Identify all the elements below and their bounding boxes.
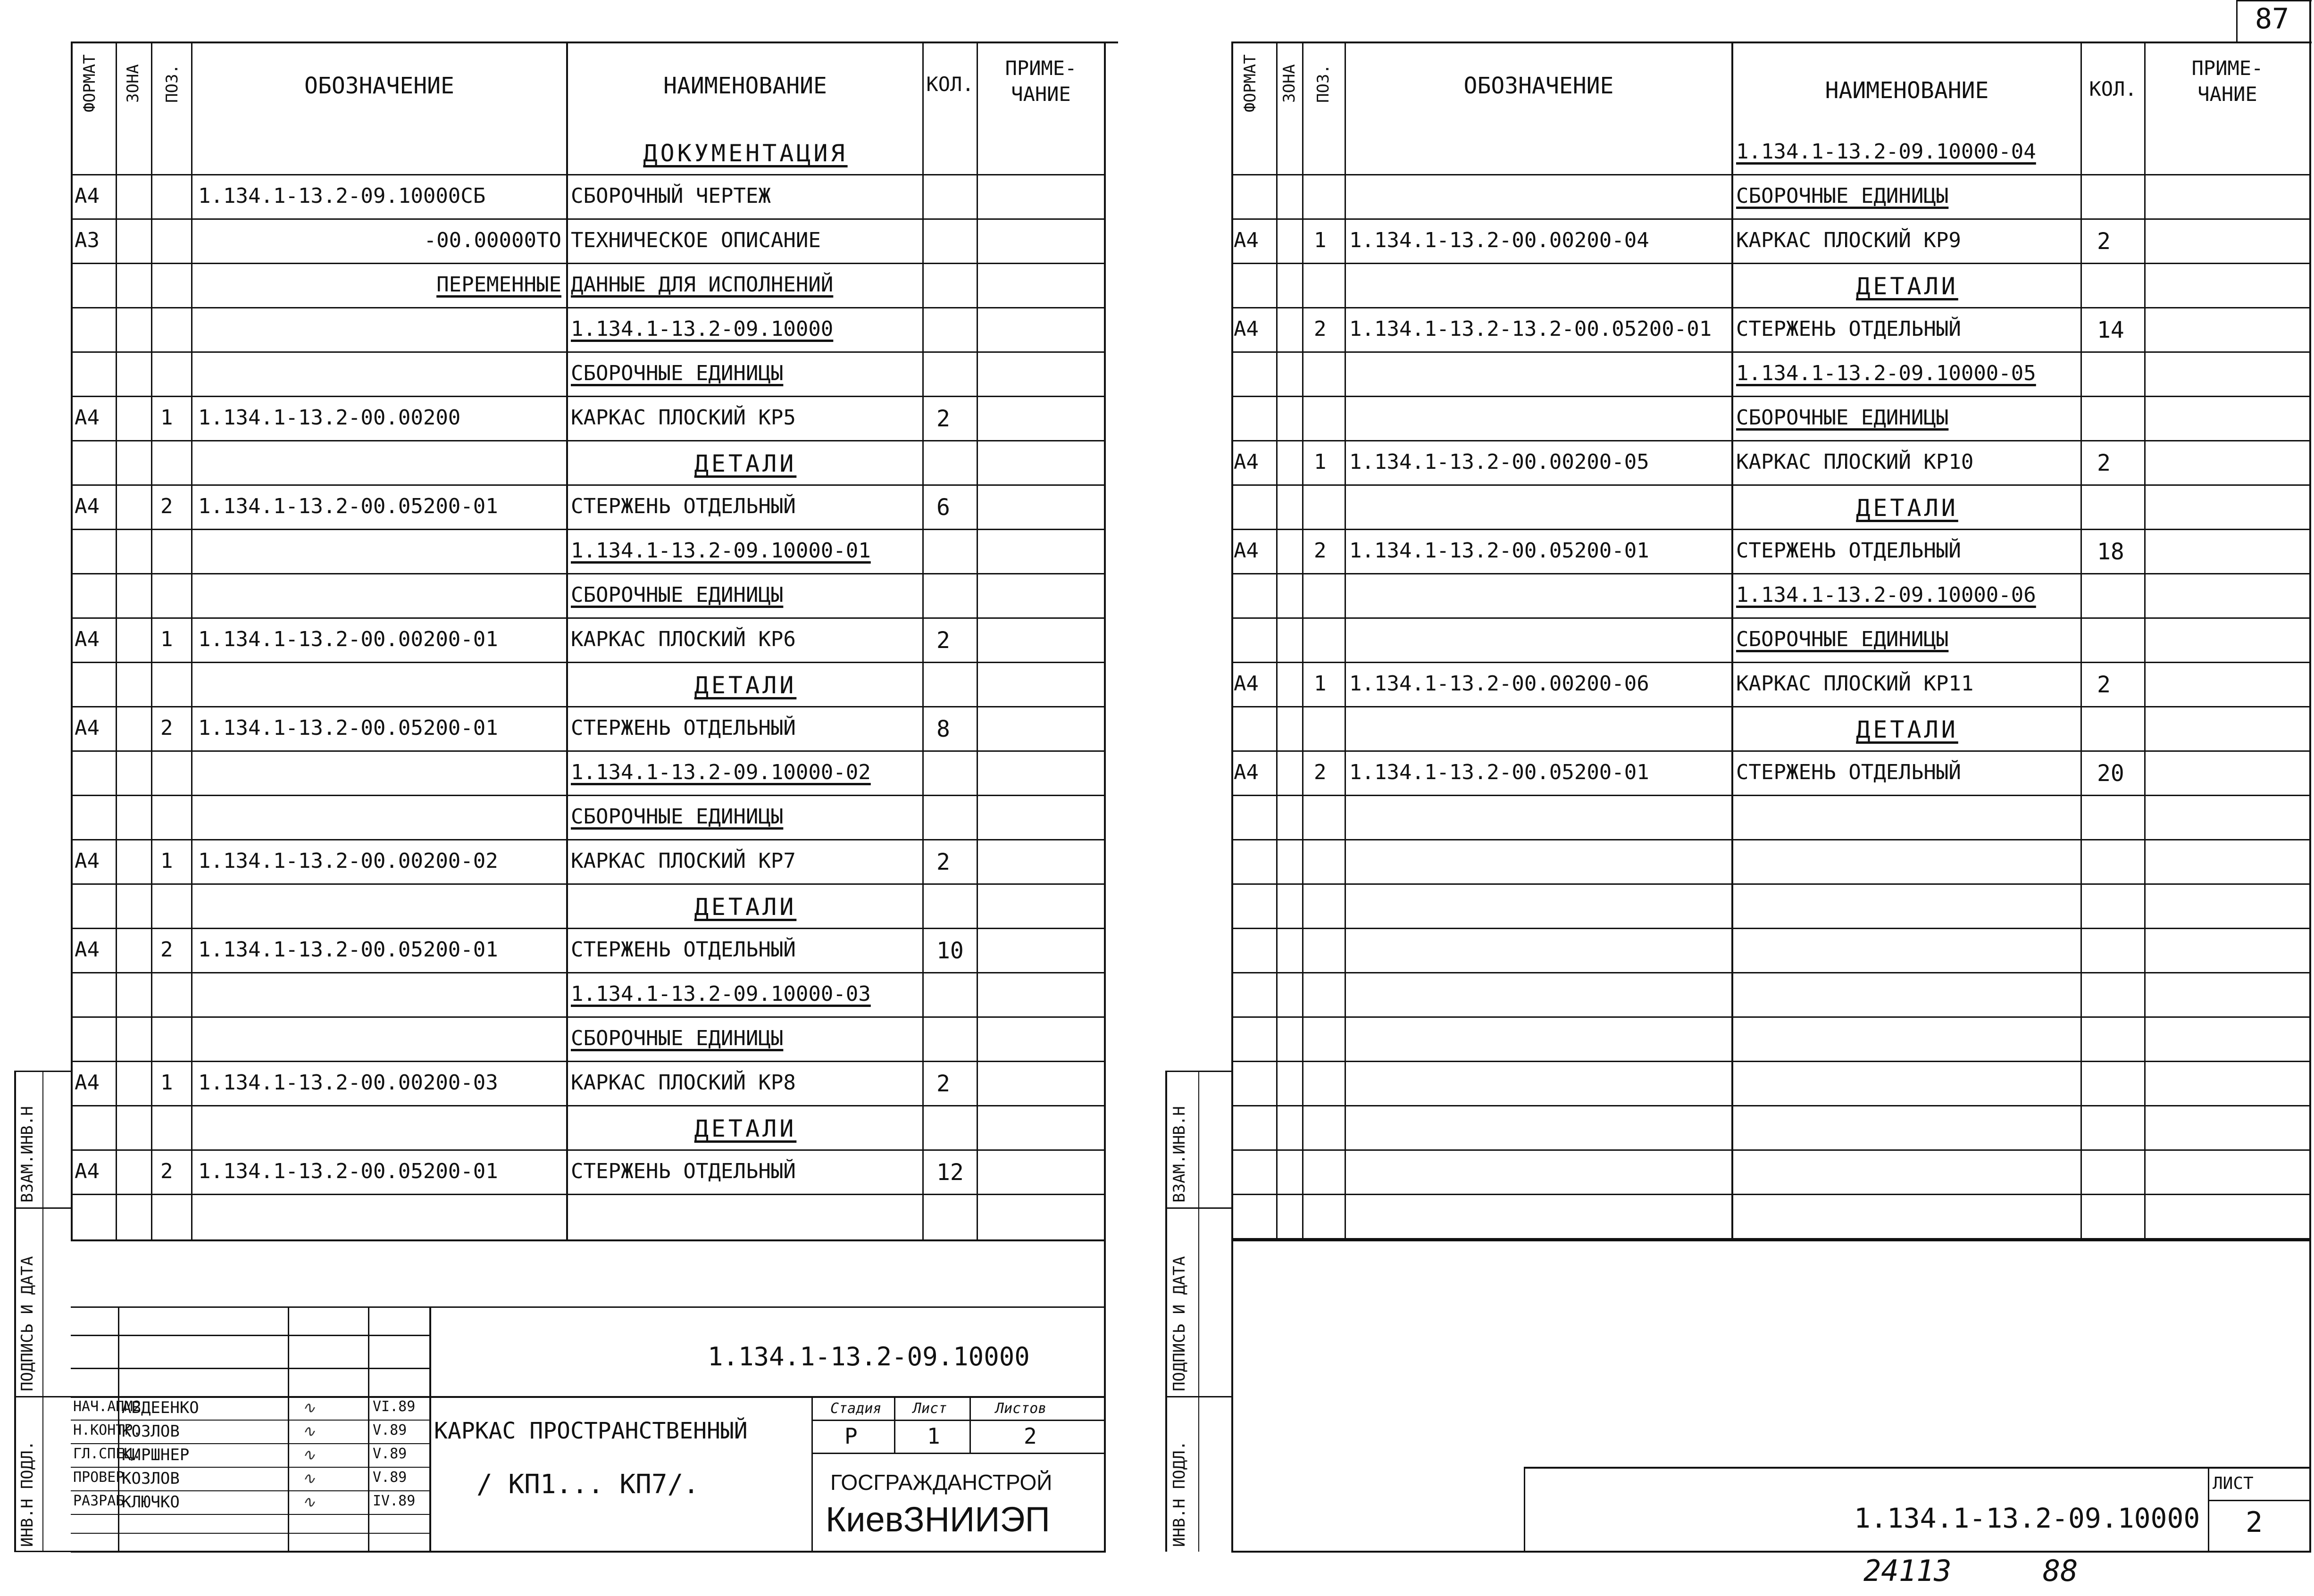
sheets-value: 2: [1024, 1423, 1037, 1449]
cell-name: КАРКАС ПЛОСКИЙ КР6: [571, 627, 796, 651]
cell-name: СБОРОЧНЫЕ ЕДИНИЦЫ: [1736, 406, 1949, 430]
person-name: АВДЕЕНКО: [122, 1398, 199, 1417]
cell-qty: 2: [936, 849, 950, 875]
section-heading: ДЕТАЛИ: [694, 1115, 797, 1142]
cell-designation: 1.134.1-13.2-00.05200-01: [1349, 539, 1649, 563]
cell-pos: 1: [160, 406, 173, 430]
row-divider: [1231, 529, 2311, 530]
cell-format: А4: [75, 1071, 100, 1095]
cell-qty: 2: [2097, 228, 2111, 255]
cell-name: СБОРОЧНЫЕ ЕДИНИЦЫ: [1736, 184, 1949, 208]
stamp-podpis-data-left: ПОДПИСЬ И ДАТА: [18, 1256, 37, 1391]
product-name-line2: / КП1... КП7/.: [476, 1469, 700, 1500]
cell-format: А4: [1234, 317, 1259, 341]
cell-designation: -00.00000ТО: [424, 228, 561, 252]
cell-format: А4: [1234, 672, 1259, 696]
cell-format: А4: [75, 627, 100, 651]
row-divider: [1231, 396, 2311, 397]
cell-name: СТЕРЖЕНЬ ОТДЕЛЬНЫЙ: [1736, 539, 1961, 563]
cell-designation: 1.134.1-13.2-00.05200-01: [198, 494, 498, 518]
row-divider: [1231, 307, 2311, 308]
person-date: V.89: [373, 1422, 407, 1438]
cell-name: КАРКАС ПЛОСКИЙ КР8: [571, 1071, 796, 1095]
stage-label: Стадия: [830, 1400, 882, 1417]
cell-name: 1.134.1-13.2-09.10000-03: [571, 982, 871, 1006]
sheet-label: Лист: [913, 1400, 947, 1417]
header-format: ФОРМАТ: [80, 54, 99, 113]
cell-designation: 1.134.1-13.2-00.00200-04: [1349, 228, 1649, 252]
cell-name: СБОРОЧНЫЕ ЕДИНИЦЫ: [571, 583, 784, 607]
row-divider: [1231, 1194, 2311, 1195]
cell-designation: 1.134.1-13.2-00.00200-05: [1349, 450, 1649, 474]
cell-format: А4: [75, 938, 100, 962]
section-heading: ДЕТАЛИ: [694, 450, 797, 477]
cell-name: СБОРОЧНЫЙ ЧЕРТЕЖ: [571, 184, 771, 208]
header-zone-right: ЗОНА: [1280, 64, 1299, 103]
row-divider: [1231, 1061, 2311, 1062]
signature-icon: ∿: [302, 1422, 316, 1441]
person-role: Н.КОНТР.: [73, 1422, 142, 1438]
cell-pos: 1: [1314, 450, 1327, 474]
cell-pos: 2: [160, 716, 173, 740]
person-name: КОЗЛОВ: [122, 1422, 180, 1441]
section-heading: ДЕТАЛИ: [1856, 273, 1958, 300]
row-divider: [1231, 440, 2311, 441]
cell-designation: 1.134.1-13.2-00.00200-02: [198, 849, 498, 873]
person-name: КИРШНЕР: [122, 1446, 190, 1464]
row-divider: [1231, 484, 2311, 486]
cell-designation: 1.134.1-13.2-09.10000СБ: [198, 184, 486, 208]
product-name-line1: КАРКАС ПРОСТРАНСТВЕННЫЙ: [434, 1418, 748, 1444]
cell-name: 1.134.1-13.2-09.10000-06: [1736, 583, 2036, 607]
cell-designation: 1.134.1-13.2-00.00200-06: [1349, 672, 1649, 696]
person-date: V.89: [373, 1469, 407, 1486]
header-pos: ПОЗ.: [163, 64, 182, 103]
cell-pos: 2: [160, 494, 173, 518]
cell-name: ДАННЫЕ ДЛЯ ИСПОЛНЕНИЙ: [571, 273, 834, 297]
section-heading: ДОКУМЕНТАЦИЯ: [643, 140, 848, 167]
header-note-right: ПРИМЕ- ЧАНИЕ: [2191, 57, 2264, 106]
cell-qty: 6: [936, 494, 950, 521]
cell-name: 1.134.1-13.2-09.10000-05: [1736, 361, 2036, 385]
header-format-right: ФОРМАТ: [1241, 54, 1260, 113]
stamp-vzam-inv-right: ВЗАМ.ИНВ.Н: [1170, 1106, 1189, 1203]
cell-qty: 2: [2097, 450, 2111, 476]
person-role: РАЗРАБ.: [73, 1493, 133, 1509]
cell-name: 1.134.1-13.2-09.10000-01: [571, 539, 871, 563]
cell-qty: 8: [936, 716, 950, 742]
stamp-inv-podl-left: ИНВ.Н ПОДЛ.: [18, 1440, 37, 1547]
org-line2: КиевЗНИИЭП: [826, 1500, 1050, 1539]
header-qty-right: КОЛ.: [2089, 77, 2137, 100]
cell-qty: 20: [2097, 760, 2124, 787]
row-divider: [1231, 795, 2311, 796]
cell-qty: 2: [936, 406, 950, 432]
cell-pos: 2: [160, 1159, 173, 1183]
cell-name: КАРКАС ПЛОСКИЙ КР7: [571, 849, 796, 873]
right-title-sheet-value: 2: [2246, 1506, 2263, 1539]
header-name: НАИМЕНОВАНИЕ: [663, 73, 827, 99]
cell-name: КАРКАС ПЛОСКИЙ КР10: [1736, 450, 1974, 474]
header-designation-right: ОБОЗНАЧЕНИЕ: [1463, 73, 1614, 99]
row-divider: [1231, 573, 2311, 574]
person-role: НАЧ.АПМ2: [73, 1398, 142, 1415]
cell-designation: ПЕРЕМЕННЫЕ: [436, 273, 561, 297]
cell-name: КАРКАС ПЛОСКИЙ КР5: [571, 406, 796, 430]
cell-name: СТЕРЖЕНЬ ОТДЕЛЬНЫЙ: [1736, 760, 1961, 784]
cell-pos: 1: [160, 849, 173, 873]
cell-format: А4: [75, 849, 100, 873]
cell-pos: 1: [160, 1071, 173, 1095]
section-heading: ДЕТАЛИ: [1856, 716, 1958, 743]
footer-handwritten-number: 88: [2043, 1554, 2078, 1588]
cell-pos: 2: [1314, 317, 1327, 341]
row-divider: [1231, 928, 2311, 929]
cell-designation: 1.134.1-13.2-00.05200-01: [198, 938, 498, 962]
cell-qty: 2: [2097, 672, 2111, 698]
cell-format: А4: [75, 406, 100, 430]
row-divider: [1231, 750, 2311, 752]
person-role: ГЛ.СПЕЦ.: [73, 1446, 142, 1462]
stage-value: Р: [844, 1423, 858, 1449]
cell-pos: 1: [1314, 228, 1327, 252]
row-divider: [1231, 883, 2311, 885]
cell-designation: 1.134.1-13.2-00.00200-01: [198, 627, 498, 651]
cell-designation: 1.134.1-13.2-00.00200-03: [198, 1071, 498, 1095]
cell-name: КАРКАС ПЛОСКИЙ КР11: [1736, 672, 1974, 696]
row-divider: [1231, 218, 2311, 220]
header-designation: ОБОЗНАЧЕНИЕ: [304, 73, 454, 99]
cell-name: 1.134.1-13.2-09.10000-04: [1736, 140, 2036, 164]
cell-format: А4: [1234, 760, 1259, 784]
cell-format: А3: [75, 228, 100, 252]
person-role: ПРОВЕР.: [73, 1469, 133, 1486]
header-name-right: НАИМЕНОВАНИЕ: [1825, 77, 1989, 104]
stamp-inv-podl-right: ИНВ.Н ПОДЛ.: [1170, 1440, 1189, 1547]
person-name: КЛЮЧКО: [122, 1493, 180, 1512]
cell-name: СТЕРЖЕНЬ ОТДЕЛЬНЫЙ: [571, 716, 796, 740]
row-divider: [1231, 662, 2311, 663]
cell-designation: 1.134.1-13.2-13.2-00.05200-01: [1349, 317, 1712, 341]
right-title-doc-number: 1.134.1-13.2-09.10000: [1854, 1502, 2200, 1534]
row-divider: [1231, 972, 2311, 973]
section-heading: ДЕТАЛИ: [694, 672, 797, 699]
cell-qty: 2: [936, 627, 950, 654]
row-divider: [1231, 351, 2311, 353]
row-divider: [1231, 617, 2311, 619]
row-divider: [1231, 1105, 2311, 1106]
cell-qty: 12: [936, 1159, 964, 1186]
cell-format: А4: [1234, 228, 1259, 252]
cell-qty: 18: [2097, 539, 2124, 565]
cell-name: 1.134.1-13.2-09.10000: [571, 317, 834, 341]
header-zone: ЗОНА: [124, 64, 142, 103]
section-heading: ДЕТАЛИ: [1856, 494, 1958, 522]
cell-qty: 14: [2097, 317, 2124, 343]
org-line1: ГОСГРАЖДАНСТРОЙ: [830, 1470, 1053, 1495]
cell-name: СБОРОЧНЫЕ ЕДИНИЦЫ: [1736, 627, 1949, 651]
cell-pos: 2: [1314, 539, 1327, 563]
cell-pos: 2: [1314, 760, 1327, 784]
cell-qty: 2: [936, 1071, 950, 1097]
cell-name: СТЕРЖЕНЬ ОТДЕЛЬНЫЙ: [571, 938, 796, 962]
header-note: ПРИМЕ- ЧАНИЕ: [1005, 57, 1077, 106]
cell-pos: 1: [160, 627, 173, 651]
cell-qty: 10: [936, 938, 964, 964]
right-title-sheet-label: ЛИСТ: [2213, 1474, 2254, 1493]
row-divider: [1231, 263, 2311, 264]
cell-designation: 1.134.1-13.2-00.05200-01: [198, 716, 498, 740]
header-pos-right: ПОЗ.: [1314, 64, 1333, 103]
row-divider: [1231, 1149, 2311, 1151]
cell-name: СТЕРЖЕНЬ ОТДЕЛЬНЫЙ: [571, 1159, 796, 1183]
signature-icon: ∿: [302, 1469, 316, 1488]
row-divider: [1231, 706, 2311, 707]
cell-pos: 2: [160, 938, 173, 962]
cell-format: А4: [75, 494, 100, 518]
header-qty: КОЛ.: [926, 73, 974, 96]
cell-name: СТЕРЖЕНЬ ОТДЕЛЬНЫЙ: [571, 494, 796, 518]
stamp-podpis-data-right: ПОДПИСЬ И ДАТА: [1170, 1256, 1189, 1391]
cell-format: А4: [1234, 450, 1259, 474]
cell-designation: 1.134.1-13.2-00.05200-01: [1349, 760, 1649, 784]
cell-name: КАРКАС ПЛОСКИЙ КР9: [1736, 228, 1961, 252]
cell-name: СБОРОЧНЫЕ ЕДИНИЦЫ: [571, 361, 784, 385]
row-divider: [1231, 839, 2311, 840]
cell-name: СБОРОЧНЫЕ ЕДИНИЦЫ: [571, 805, 784, 829]
cell-name: СБОРОЧНЫЕ ЕДИНИЦЫ: [571, 1026, 784, 1050]
cell-pos: 1: [1314, 672, 1327, 696]
section-heading: ДЕТАЛИ: [694, 893, 797, 921]
stamp-vzam-inv-left: ВЗАМ.ИНВ.Н: [18, 1106, 37, 1203]
row-divider: [1231, 174, 2311, 175]
cell-designation: 1.134.1-13.2-00.05200-01: [198, 1159, 498, 1183]
sheet-value: 1: [927, 1423, 940, 1449]
signature-icon: ∿: [302, 1398, 316, 1417]
person-date: V.89: [373, 1446, 407, 1462]
cell-format: А4: [1234, 539, 1259, 563]
cell-format: А4: [75, 184, 100, 208]
cell-name: СТЕРЖЕНЬ ОТДЕЛЬНЫЙ: [1736, 317, 1961, 341]
sheets-label: Листов: [995, 1400, 1047, 1417]
cell-designation: 1.134.1-13.2-00.00200: [198, 406, 461, 430]
title-doc-number: 1.134.1-13.2-09.10000: [708, 1342, 1030, 1372]
row-divider: [1231, 1016, 2311, 1018]
person-date: VI.89: [373, 1398, 416, 1415]
person-name: КОЗЛОВ: [122, 1469, 180, 1488]
cell-name: 1.134.1-13.2-09.10000-02: [571, 760, 871, 784]
signature-icon: ∿: [302, 1446, 316, 1464]
person-date: IV.89: [373, 1493, 416, 1509]
cell-format: А4: [75, 1159, 100, 1183]
cell-format: А4: [75, 716, 100, 740]
footer-handwritten-code: 24113: [1863, 1554, 1952, 1588]
signature-icon: ∿: [302, 1493, 316, 1512]
sheet-corner-number: 87: [2255, 2, 2289, 35]
cell-name: ТЕХНИЧЕСКОЕ ОПИСАНИЕ: [571, 228, 821, 252]
